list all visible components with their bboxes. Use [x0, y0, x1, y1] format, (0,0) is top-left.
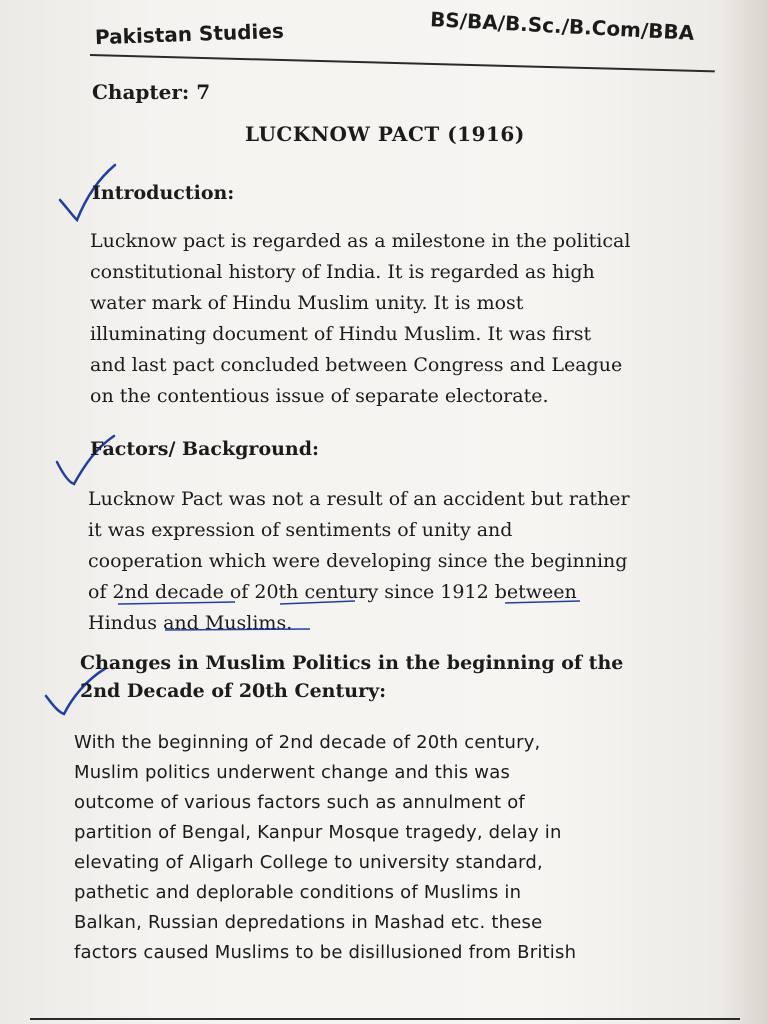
heading-line: Changes in Muslim Politics in the beginning of the [80, 652, 624, 674]
paragraph-introduction [90, 226, 710, 412]
text-line: water mark of Hindu Muslim unity. It is most [90, 292, 524, 314]
text-line: on the contentious issue of separate electorate. [90, 385, 549, 407]
text-line: Lucknow pact is regarded as a milestone in the political [90, 230, 631, 252]
heading-line: 2nd Decade of 20th Century: [80, 680, 387, 702]
text-line: and last pact concluded between Congress and League [90, 354, 623, 376]
header-programs: BS/BA/B.Sc./B.Com/BBA [429, 7, 695, 45]
section-heading-introduction: Introduction: [92, 182, 235, 204]
page-bottom-rule [30, 1018, 740, 1020]
page-title: LUCKNOW PACT (1916) [245, 122, 525, 146]
paragraph-changes [74, 728, 694, 968]
section-heading-changes [80, 652, 705, 702]
text-line: Hindus and Muslims. [88, 612, 293, 634]
text-line: constitutional history of India. It is regarded as high [90, 261, 595, 283]
page-edge-shadow [720, 0, 768, 1024]
header-subject: Pakistan Studies [94, 18, 285, 50]
text-line: Lucknow Pact was not a result of an accident but rather [88, 488, 630, 510]
text-line: cooperation which were developing since the beginning [88, 550, 628, 572]
text-line: elevating of Aligarh College to university standard, [74, 852, 543, 873]
text-line: partition of Bengal, Kanpur Mosque tragedy, delay in [74, 822, 562, 843]
text-line: illuminating document of Hindu Muslim. It was first [90, 323, 592, 345]
text-line: Balkan, Russian depredations in Mashad etc. these [74, 912, 543, 933]
text-line: With the beginning of 2nd decade of 20th century, [74, 732, 541, 753]
text-line: Muslim politics underwent change and this was [74, 762, 511, 783]
text-line: of 2nd decade of 20th century since 1912 between [88, 581, 577, 603]
chapter-label: Chapter: 7 [92, 80, 211, 104]
text-line: factors caused Muslims to be disillusioned from British [74, 942, 577, 963]
pen-underline-icon [110, 598, 590, 638]
text-line: pathetic and deplorable conditions of Muslims in [74, 882, 522, 903]
text-line: outcome of various factors such as annulment of [74, 792, 525, 813]
section-heading-background: Factors/ Background: [90, 438, 320, 460]
text-line: it was expression of sentiments of unity and [88, 519, 513, 541]
